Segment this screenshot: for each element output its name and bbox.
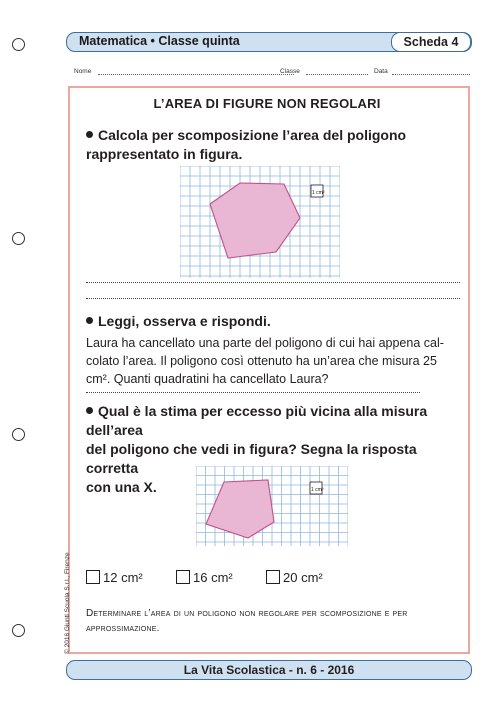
class-field[interactable] xyxy=(306,74,368,75)
date-field[interactable] xyxy=(392,74,470,75)
binder-hole-3 xyxy=(12,428,25,441)
question-1-line-2: rappresentato in figura. xyxy=(86,146,243,162)
unit-label-1: 1 cm² xyxy=(312,190,325,196)
page-title: L’AREA DI FIGURE NON REGOLARI xyxy=(153,96,381,111)
copyright-note: © 2016 Giunti Scuola S.r.l., Firenze xyxy=(64,552,71,654)
grid-figure-1 xyxy=(180,166,340,278)
question-1 xyxy=(86,126,458,164)
name-label: Nome xyxy=(74,68,92,75)
question-2-line-3: cm². Quanti quadratini ha cancellato Laura? xyxy=(86,372,329,386)
learning-goal xyxy=(86,606,462,636)
question-1-line-1: Calcola per scomposizione l’area del poligono xyxy=(98,127,407,143)
unit-label-2: 1 cm² xyxy=(311,487,324,493)
header-sheet-number: Scheda 4 xyxy=(391,32,471,52)
option-20[interactable] xyxy=(266,570,323,585)
option-20-label: 20 cm² xyxy=(283,570,323,585)
class-label: Classe xyxy=(280,68,300,75)
question-2-line-1: Laura ha cancellato una parte del poligono di cui hai appena cal- xyxy=(86,336,444,350)
option-12-label: 12 cm² xyxy=(103,570,143,585)
option-12[interactable] xyxy=(86,570,143,585)
question-3-line-3: con una X. xyxy=(86,479,157,495)
question-2-line-2: colato l’area. Il poligono così ottenuto ha un’area che misura 25 xyxy=(86,354,437,368)
checkbox-20[interactable] xyxy=(266,570,280,584)
bullet-icon xyxy=(86,317,93,324)
option-16[interactable] xyxy=(176,570,233,585)
irregular-polygon-1 xyxy=(210,183,300,258)
binder-hole-2 xyxy=(12,232,25,245)
question-3-line-2: del poligono che vedi in figura? Segna la risposta corretta xyxy=(86,441,417,476)
question-2-text xyxy=(86,334,460,388)
header-subject: Matematica • Classe quinta xyxy=(79,34,240,48)
answer-line-2[interactable] xyxy=(86,392,420,393)
bullet-icon xyxy=(86,131,93,138)
option-16-label: 16 cm² xyxy=(193,570,233,585)
name-row xyxy=(74,68,470,78)
answer-options xyxy=(86,570,466,592)
question-2 xyxy=(86,312,458,331)
checkbox-16[interactable] xyxy=(176,570,190,584)
grid-figure-2 xyxy=(196,466,348,546)
question-2-heading: Leggi, osserva e rispondi. xyxy=(98,313,271,329)
answer-line-1b[interactable] xyxy=(86,298,460,299)
bullet-icon xyxy=(86,407,93,414)
binder-hole-1 xyxy=(12,38,25,51)
learning-goal-line-2: approssimazione. xyxy=(86,623,160,634)
irregular-polygon-2 xyxy=(206,480,274,538)
footer-bar: La Vita Scolastica - n. 6 - 2016 xyxy=(66,660,472,680)
name-field[interactable] xyxy=(98,74,294,75)
answer-line-1a[interactable] xyxy=(86,282,460,283)
date-label: Data xyxy=(374,68,388,75)
learning-goal-line-1: Determinare l’area di un poligono non regolare per scomposizione e per xyxy=(86,608,408,619)
binder-hole-4 xyxy=(12,624,25,637)
header-bar xyxy=(66,32,472,52)
checkbox-12[interactable] xyxy=(86,570,100,584)
question-3-line-1: Qual è la stima per eccesso più vicina alla misura dell’area xyxy=(86,403,428,438)
